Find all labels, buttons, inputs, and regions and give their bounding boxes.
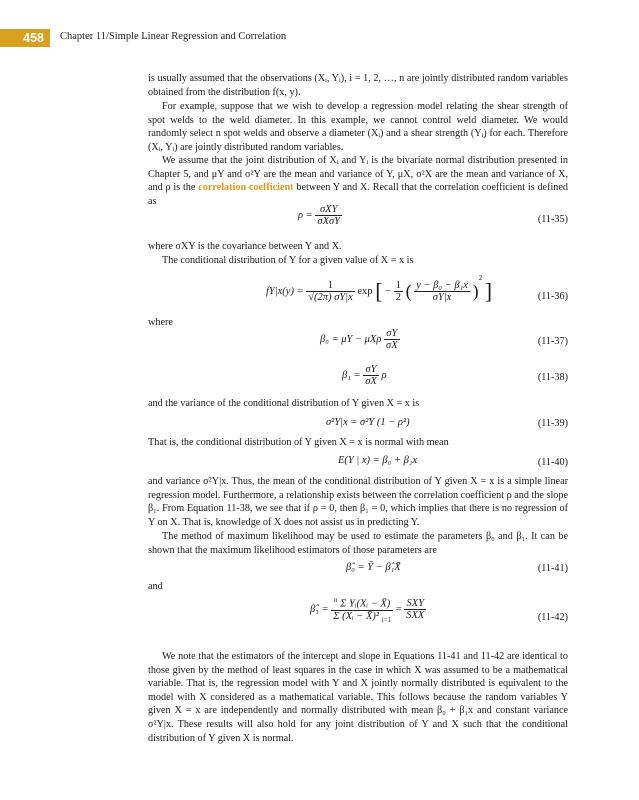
paragraph-9: The method of maximum likelihood may be used to estimate the parameters β₀ and β₁. It can be shown that the maximum likelihood estimators of those parameters are — [148, 531, 568, 556]
eq42-num-body: Σ Yᵢ(Xᵢ − X̄) — [340, 598, 391, 610]
eq-label-11-41: (11-41) — [537, 563, 568, 574]
eq35-den: σXσY — [317, 216, 341, 227]
eq-label-11-40: (11-40) — [537, 457, 568, 468]
equation-11-39: σ²Y|x = σ²Y (1 − ρ²) — [326, 417, 410, 428]
equation-11-41: β̂₀ = Ȳ − β̂₁X̄ — [346, 562, 401, 573]
paragraph-3-end: between Y and X. Recall that the correlation coefficient is defined as — [148, 182, 569, 207]
eq36-den: √(2π) σY|x — [308, 292, 353, 304]
paragraph-10: We note that the estimators of the intercept and slope in Equations 11-41 and 11-42 are identical to those given by the method of least squares in the case in which X was assumed to be a mathematical variable. That is, the regression model with Y and X jointly normally distributed is equivalent to the model with X considered as a mathematical variable. This follows because the random variables Y given X = x are independently and normally distributed with mean β₀ + β₁x and constant variance σ²Y|x. These results will also hold for any joint distribution of Y and X such that the conditional distribution of Y given X is normal. — [148, 651, 568, 744]
chapter-title: Chapter 11/Simple Linear Regression and Correlation — [60, 31, 287, 42]
eq-label-11-37: (11-37) — [537, 336, 568, 347]
paragraph-1: is usually assumed that the observations (Xᵢ, Yᵢ), i = 1, 2, …, n are jointly distributed random variables obtained from the distribution f(x, y). — [148, 73, 568, 98]
eq42-num — [331, 596, 393, 611]
where-label: where — [148, 317, 173, 328]
eq37-fraction — [384, 328, 400, 351]
paragraph-8: and variance σ²Y|x. Thus, the mean of the conditional distribution of Y given X = x is a simple linear regression model. Furthermore, a relationship exists between the correlation coefficient ρ and the slope β₁. From Equation 11-38, we see that if ρ = 0, then β₁ = 0, which implies that there is no regression of Y on X. That is, knowledge of X does not assist us in predicting Y. — [148, 476, 568, 528]
equation-11-38 — [342, 364, 386, 387]
paragraph-3 — [148, 154, 568, 208]
eq36-paren-open: ( — [405, 281, 412, 302]
eq36-power: 2 — [478, 274, 483, 282]
paragraph-4: where σXY is the covariance between Y and X. — [148, 241, 342, 252]
eq35-lhs: ρ = — [298, 209, 313, 221]
eq36-bracket-close: ] — [484, 278, 493, 304]
eq36-inner-num: y − β₀ − β₁x — [416, 280, 468, 292]
eq42-fraction-2 — [404, 598, 426, 621]
eq36-inner-den: σY|x — [432, 292, 452, 304]
eq36-half-den: 2 — [395, 292, 401, 304]
equation-11-35 — [298, 204, 342, 227]
glossary-term: correlation coefficient — [198, 182, 294, 194]
eq37-den: σX — [386, 340, 398, 351]
and-label: and — [148, 581, 163, 592]
equation-11-40: E(Y | x) = β₀ + β₁x — [338, 455, 418, 466]
eq36-half-num: 1 — [395, 280, 401, 292]
eq42-den2: SXX — [406, 610, 425, 622]
eq38-num: σY — [363, 364, 379, 376]
eq42-fraction — [331, 596, 393, 624]
eq-label-11-39: (11-39) — [537, 418, 568, 429]
eq42-sum-top: n — [334, 596, 338, 604]
eq35-num: σXY — [315, 204, 342, 216]
eq36-half — [394, 280, 403, 303]
eq36-paren-close: ) — [472, 281, 479, 302]
eq38-lhs: β₁ = — [342, 369, 361, 381]
eq-label-11-36: (11-36) — [537, 291, 568, 302]
eq38-rhs: ρ — [381, 369, 387, 381]
paragraph-2: For example, suppose that we wish to develop a regression model relating the shear strength of spot welds to the weld diameter. In this example, we cannot control weld diameter. We would randomly select n spot welds and observe a diameter (Xᵢ) and a shear strength (Yᵢ) for each. Therefore (Xᵢ, Yᵢ) are jointly distributed random variables. — [148, 101, 568, 153]
eq42-num2: SXY — [404, 598, 426, 610]
paragraph-7: That is, the conditional distribution of Y given X = x is normal with mean — [148, 437, 449, 448]
eq42-lhs: β̂₁ = — [310, 604, 329, 616]
eq42-den-body: Σ (Xᵢ − X̄)² — [333, 610, 380, 622]
eq37-num: σY — [384, 328, 400, 340]
paragraph-3-start: We assume that the joint distribution of Xᵢ and Yᵢ is the bivariate normal distribution presented in Chapter 5, and μY and σ²Y are the mean and variance of Y, μX, σ²X are the mean and variance of X, and ρ is the — [148, 155, 568, 194]
eq36-bracket-open: [ — [375, 278, 383, 304]
equation-11-42 — [310, 596, 426, 624]
eq37-lhs: β₀ = μY − μXρ — [320, 333, 382, 345]
paragraph-5: The conditional distribution of Y for a given value of X = x is — [162, 255, 414, 266]
eq-label-11-42: (11-42) — [537, 612, 568, 623]
eq38-den: σX — [365, 376, 377, 387]
eq-label-11-35: (11-35) — [537, 214, 568, 225]
eq36-num: 1 — [306, 280, 354, 292]
equation-11-36 — [266, 274, 492, 305]
eq36-exp: exp — [357, 286, 373, 297]
eq-label-11-38: (11-38) — [537, 372, 568, 383]
eq42-equals: = — [395, 604, 402, 616]
eq42-sum-bot: i=1 — [381, 615, 392, 624]
equation-11-37 — [320, 328, 400, 351]
eq36-inner-fraction — [414, 280, 470, 303]
eq36-minus: − — [385, 286, 392, 297]
eq38-fraction — [363, 364, 379, 387]
page-number: 458 — [0, 29, 50, 47]
eq42-den — [331, 611, 393, 624]
eq36-fraction — [306, 280, 354, 303]
eq35-fraction — [315, 204, 342, 227]
eq36-lhs: fY|x(y) = — [266, 286, 304, 297]
paragraph-6: and the variance of the conditional distribution of Y given X = x is — [148, 398, 420, 409]
